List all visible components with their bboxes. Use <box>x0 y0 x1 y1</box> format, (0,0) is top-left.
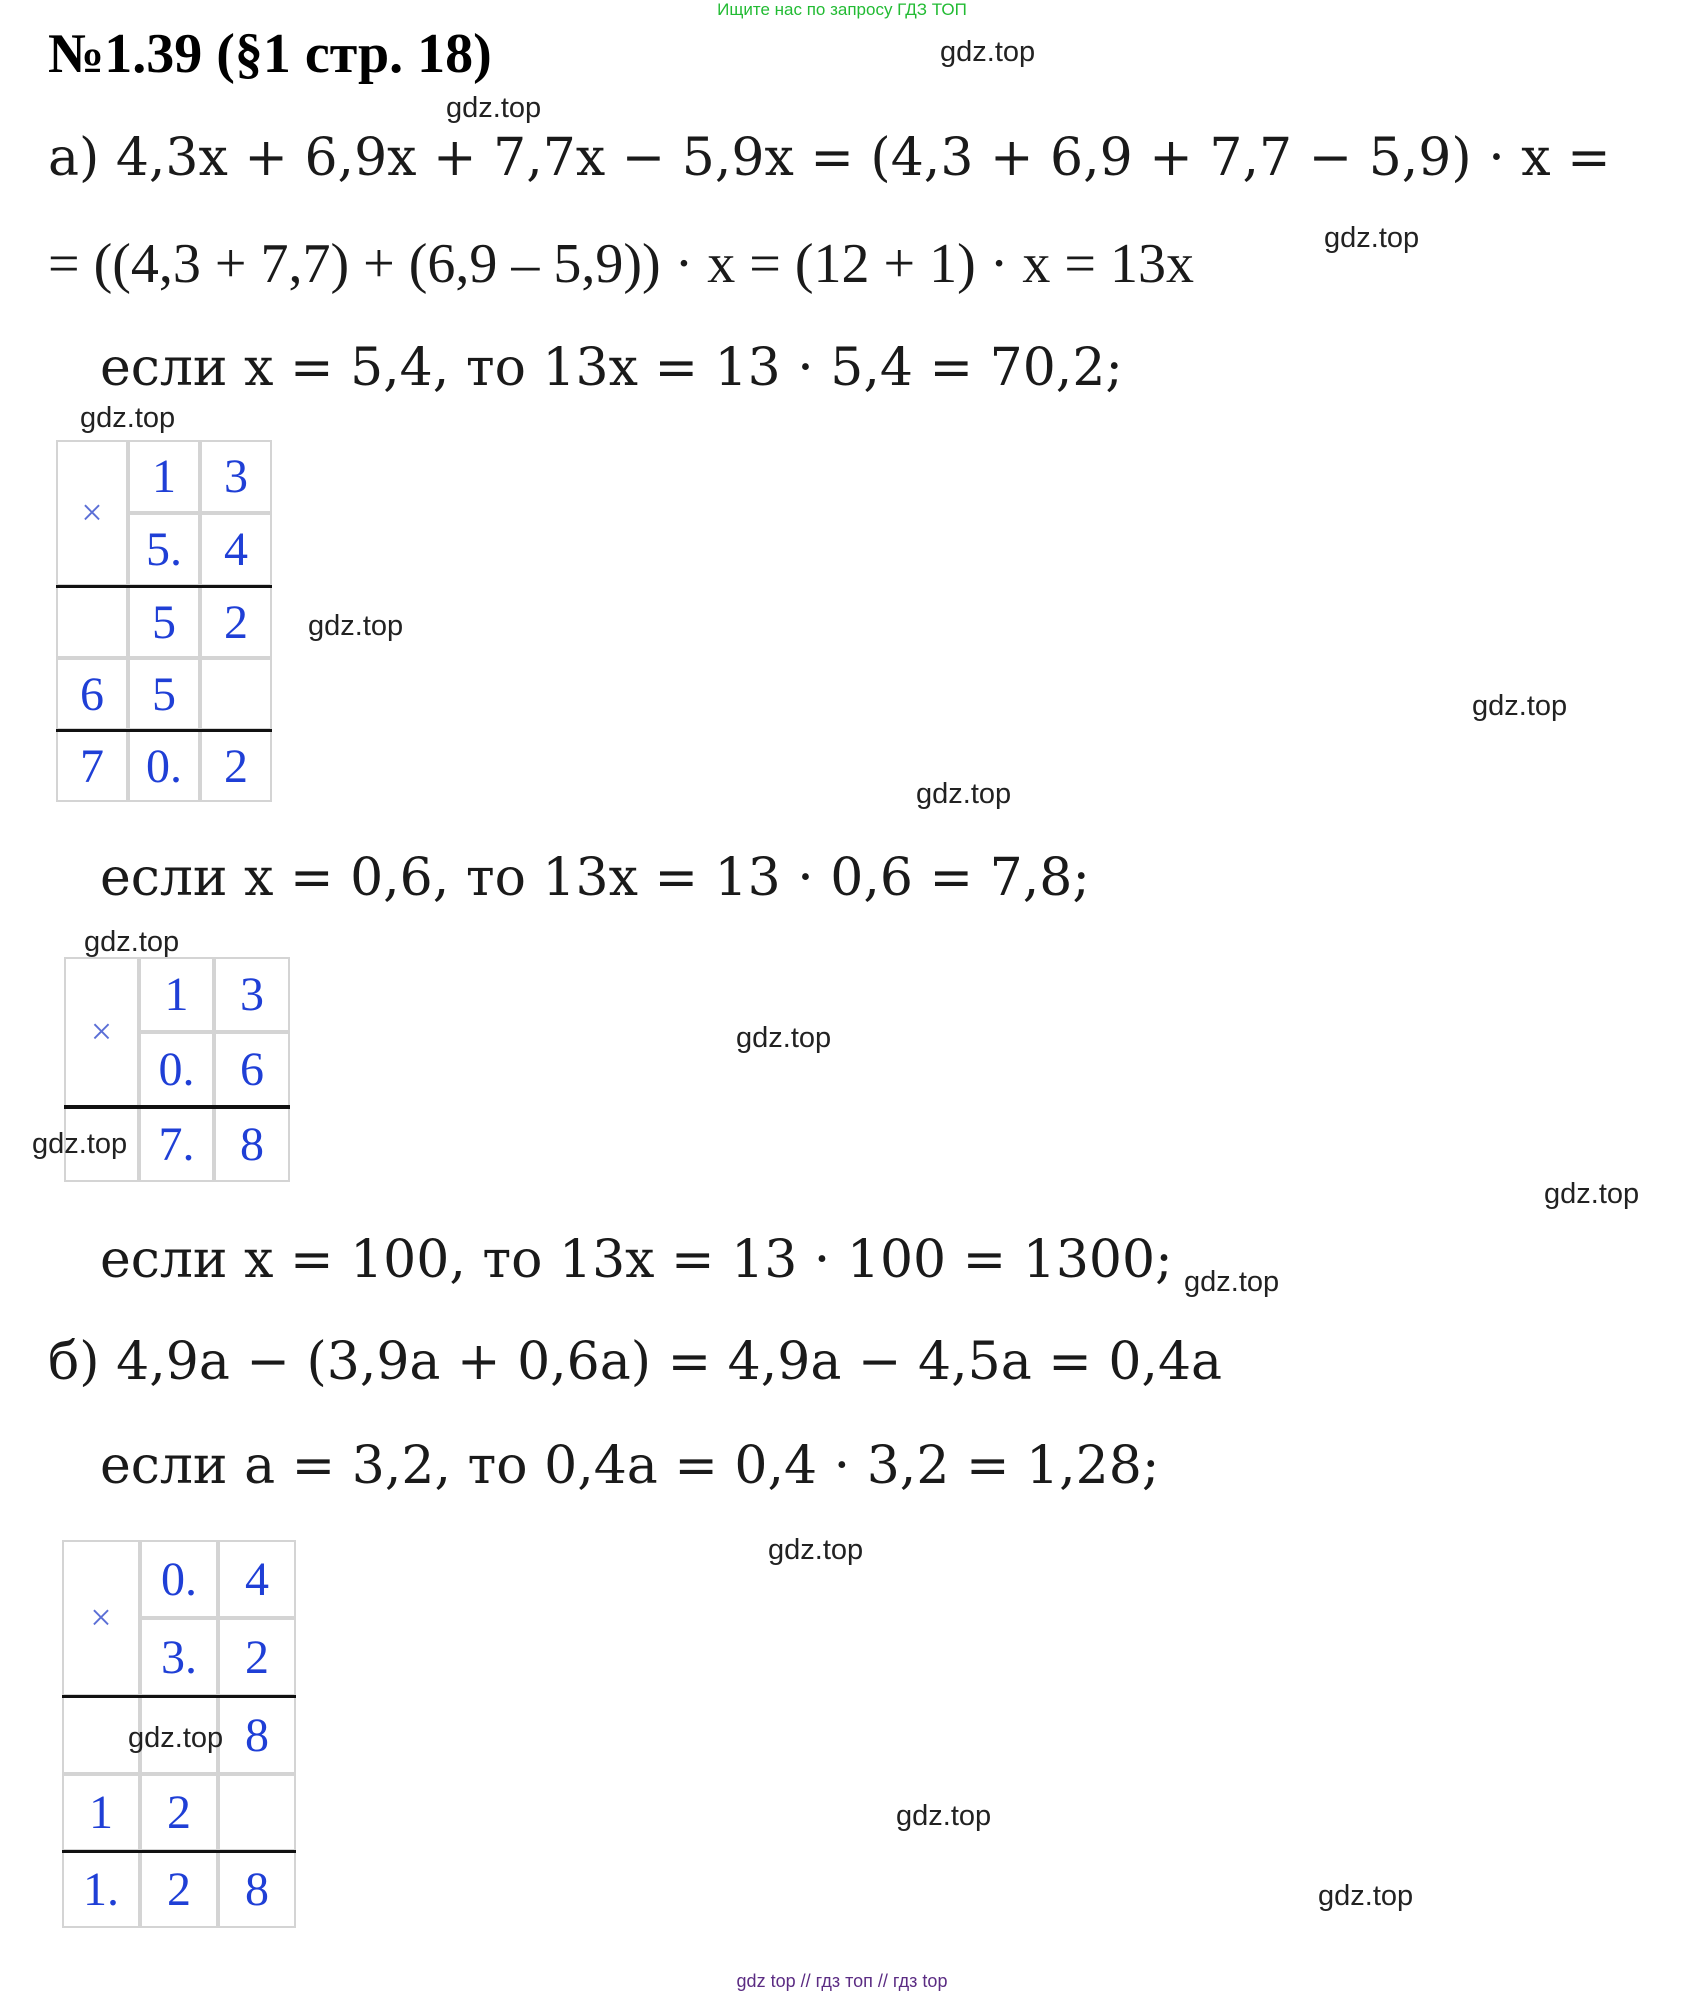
grid-cell: 8 <box>218 1696 296 1774</box>
substitution-x-100: если x = 100, то 13x = 13 · 100 = 1300; <box>100 1230 1173 1290</box>
substitution-x-5-4: если x = 5,4, то 13x = 13 · 5,4 = 70,2; <box>100 338 1123 398</box>
footer-text: gdz top // гдз топ // гдз top <box>736 1971 948 1991</box>
watermark: gdz.top <box>80 402 176 434</box>
grid-cell: 1 <box>139 957 214 1032</box>
watermark: gdz.top <box>736 1022 832 1054</box>
grid-cell: 6 <box>56 658 128 730</box>
grid-cell: 3. <box>140 1618 218 1696</box>
grid-cell: 1 <box>128 440 200 513</box>
grid-cell: 7 <box>56 730 128 802</box>
page-title: №1.39 (§1 стр. 18) <box>48 23 492 85</box>
grid-divider <box>62 1695 296 1698</box>
grid-cell: 1. <box>62 1851 140 1928</box>
grid-cell: 2 <box>140 1774 218 1851</box>
grid-cell: 5 <box>128 586 200 658</box>
grid-cell <box>218 1774 296 1851</box>
grid-cell: 3 <box>214 957 290 1032</box>
equation-b-line-1: б) 4,9a − (3,9a + 0,6a) = 4,9a − 4,5a = 0,4a <box>48 1332 1223 1392</box>
substitution-a-3-2: если a = 3,2, то 0,4a = 0,4 · 3,2 = 1,28; <box>100 1436 1160 1496</box>
grid-cell: 0. <box>128 730 200 802</box>
watermark: gdz.top <box>940 36 1036 68</box>
watermark: gdz.top <box>1324 222 1420 254</box>
watermark: gdz.top <box>128 1722 224 1754</box>
grid-cell <box>56 586 128 658</box>
grid-cell: 8 <box>218 1851 296 1928</box>
grid-cell: 7. <box>139 1107 214 1182</box>
grid-cell: 0. <box>140 1540 218 1618</box>
substitution-x-0-6: если x = 0,6, то 13x = 13 · 0,6 = 7,8; <box>100 848 1090 908</box>
multiply-sign: × <box>62 1540 140 1696</box>
grid-cell: 1 <box>62 1774 140 1851</box>
grid-cell: 6 <box>214 1032 290 1107</box>
grid-cell: 2 <box>200 730 272 802</box>
grid-divider <box>56 585 272 588</box>
grid-divider <box>64 1105 290 1109</box>
grid-cell: 5 <box>128 658 200 730</box>
equation-a-line-1: а) 4,3x + 6,9x + 7,7x − 5,9x = (4,3 + 6,9 + 7,7 − 5,9) · x = <box>48 128 1611 188</box>
watermark: gdz.top <box>896 1800 992 1832</box>
watermark: gdz.top <box>916 778 1012 810</box>
watermark: gdz.top <box>1184 1266 1280 1298</box>
watermark: gdz.top <box>446 92 542 124</box>
watermark: gdz.top <box>1318 1880 1414 1912</box>
watermark: gdz.top <box>32 1128 128 1160</box>
grid-cell: 5. <box>128 513 200 586</box>
grid-cell: 2 <box>140 1851 218 1928</box>
grid-cell <box>200 658 272 730</box>
multiply-sign: × <box>64 957 139 1107</box>
grid-cell: 2 <box>218 1618 296 1696</box>
grid-cell: 4 <box>200 513 272 586</box>
top-banner: Ищите нас по запросу ГДЗ ТОП <box>717 0 967 19</box>
grid-divider <box>56 729 272 732</box>
grid-divider <box>62 1850 296 1853</box>
watermark: gdz.top <box>1472 690 1568 722</box>
grid-cell: 2 <box>200 586 272 658</box>
watermark: gdz.top <box>1544 1178 1640 1210</box>
grid-cell: 0. <box>139 1032 214 1107</box>
multiply-sign: × <box>56 440 128 586</box>
grid-cell: 4 <box>218 1540 296 1618</box>
grid-cell: 3 <box>200 440 272 513</box>
watermark: gdz.top <box>308 610 404 642</box>
equation-a-line-2: = ((4,3 + 7,7) + (6,9 – 5,9)) · x = (12 + 1) · x = 13x <box>48 233 1194 295</box>
grid-cell: 8 <box>214 1107 290 1182</box>
multiplication-grid-13x5-4 <box>56 440 272 802</box>
watermark: gdz.top <box>84 926 180 958</box>
watermark: gdz.top <box>768 1534 864 1566</box>
